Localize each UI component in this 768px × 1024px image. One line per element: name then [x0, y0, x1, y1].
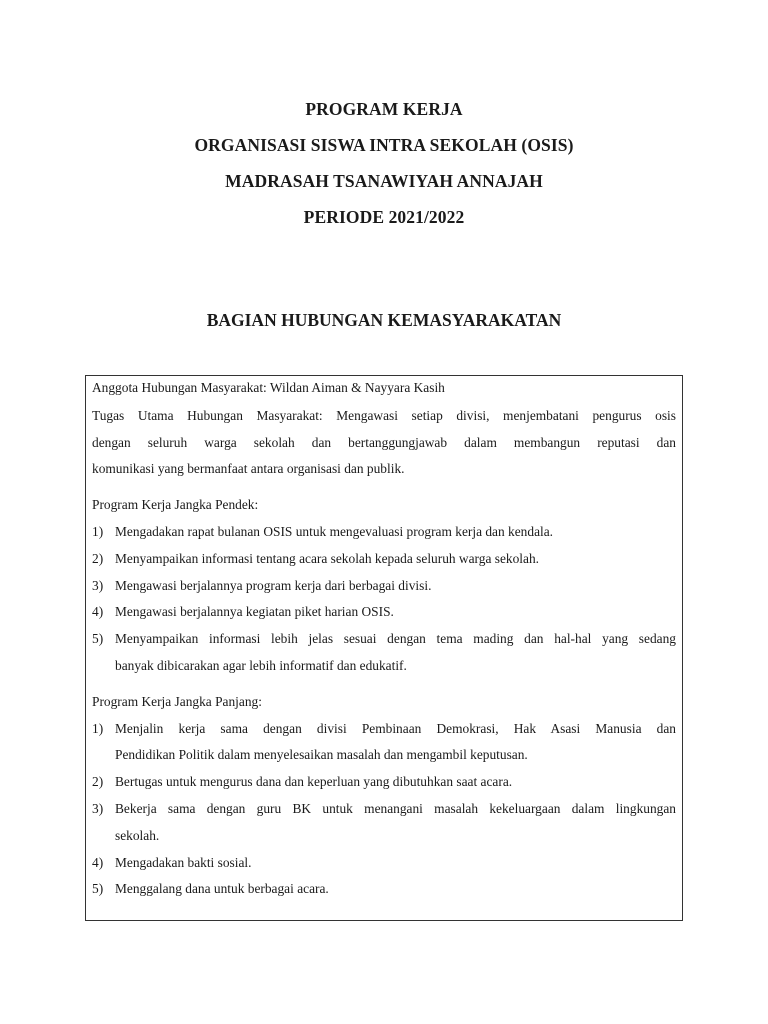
- content-box: [85, 375, 683, 921]
- list-item-text: banyak dibicarakan agar lebih informatif dan edukatif.: [115, 657, 407, 673]
- list-item: [92, 796, 676, 850]
- list-item-text: sekolah.: [115, 827, 160, 843]
- list-item-text: Bekerja sama dengan guru BK untuk menangani masalah kekeluargaan dalam lingkungan: [115, 800, 676, 816]
- list-number: 4): [92, 854, 104, 870]
- list-number: 3): [92, 577, 104, 593]
- list-item-text: Bertugas untuk mengurus dana dan keperluan yang dibutuhkan saat acara.: [115, 774, 513, 790]
- title-line-3: MADRASAH TSANAWIYAH ANNAJAH: [225, 171, 543, 191]
- list-number: 5): [92, 631, 104, 647]
- list-item-text: Mengadakan bakti sosial.: [115, 854, 252, 870]
- long-term-list: [92, 716, 676, 904]
- list-item-text: Pendidikan Politik dalam menyelesaikan masalah dan mengambil keputusan.: [115, 747, 528, 763]
- duties-paragraph: [92, 403, 676, 483]
- long-term-heading: Program Kerja Jangka Panjang:: [92, 693, 262, 709]
- list-item-text: Mengadakan rapat bulanan OSIS untuk mengevaluasi program kerja dan kendala.: [115, 523, 554, 539]
- list-item: [92, 769, 676, 796]
- list-number: 2): [92, 774, 104, 790]
- short-term-list: [92, 519, 676, 680]
- list-item: [92, 573, 676, 600]
- list-item-text: Mengawasi berjalannya kegiatan piket harian OSIS.: [115, 604, 394, 620]
- list-number: 3): [92, 800, 104, 816]
- section-heading: BAGIAN HUBUNGAN KEMASYARAKATAN: [206, 310, 562, 330]
- list-item: [92, 546, 676, 573]
- title-line-1: PROGRAM KERJA: [305, 99, 463, 119]
- list-number: 1): [92, 720, 104, 736]
- list-item-text: Menyampaikan informasi lebih jelas sesuai dengan tema mading dan hal-hal yang sedang: [115, 631, 676, 647]
- duties-line-1: Tugas Utama Hubungan Masyarakat: Mengawasi setiap divisi, menjembatani pengurus osis: [92, 407, 676, 423]
- list-item-text: Menggalang dana untuk berbagai acara.: [115, 881, 329, 897]
- list-number: 4): [92, 604, 104, 620]
- document-title: [0, 91, 768, 235]
- list-item-text: Menyampaikan informasi tentang acara sekolah kepada seluruh warga sekolah.: [115, 550, 540, 566]
- members-line: Anggota Hubungan Masyarakat: Wildan Aiman & Nayyara Kasih: [92, 380, 445, 395]
- duties-line-3: komunikasi yang bermanfaat antara organisasi dan publik.: [92, 461, 405, 477]
- list-item-text: Mengawasi berjalannya program kerja dari berbagai divisi.: [115, 577, 432, 593]
- list-number: 2): [92, 550, 104, 566]
- list-item: [92, 599, 676, 626]
- list-item-text: Menjalin kerja sama dengan divisi Pembinaan Demokrasi, Hak Asasi Manusia dan: [115, 720, 676, 736]
- list-number: 5): [92, 881, 104, 897]
- title-line-4: PERIODE 2021/2022: [303, 207, 465, 227]
- list-item: [92, 876, 676, 903]
- short-term-heading: Program Kerja Jangka Pendek:: [92, 497, 259, 513]
- duties-line-2: dengan seluruh warga sekolah dan bertanggungjawab dalam membangun reputasi dan: [92, 434, 676, 450]
- list-item: [92, 850, 676, 877]
- list-number: 1): [92, 523, 104, 539]
- list-item: [92, 626, 676, 680]
- list-item: [92, 716, 676, 770]
- title-line-2: ORGANISASI SISWA INTRA SEKOLAH (OSIS): [194, 135, 574, 155]
- list-item: [92, 519, 676, 546]
